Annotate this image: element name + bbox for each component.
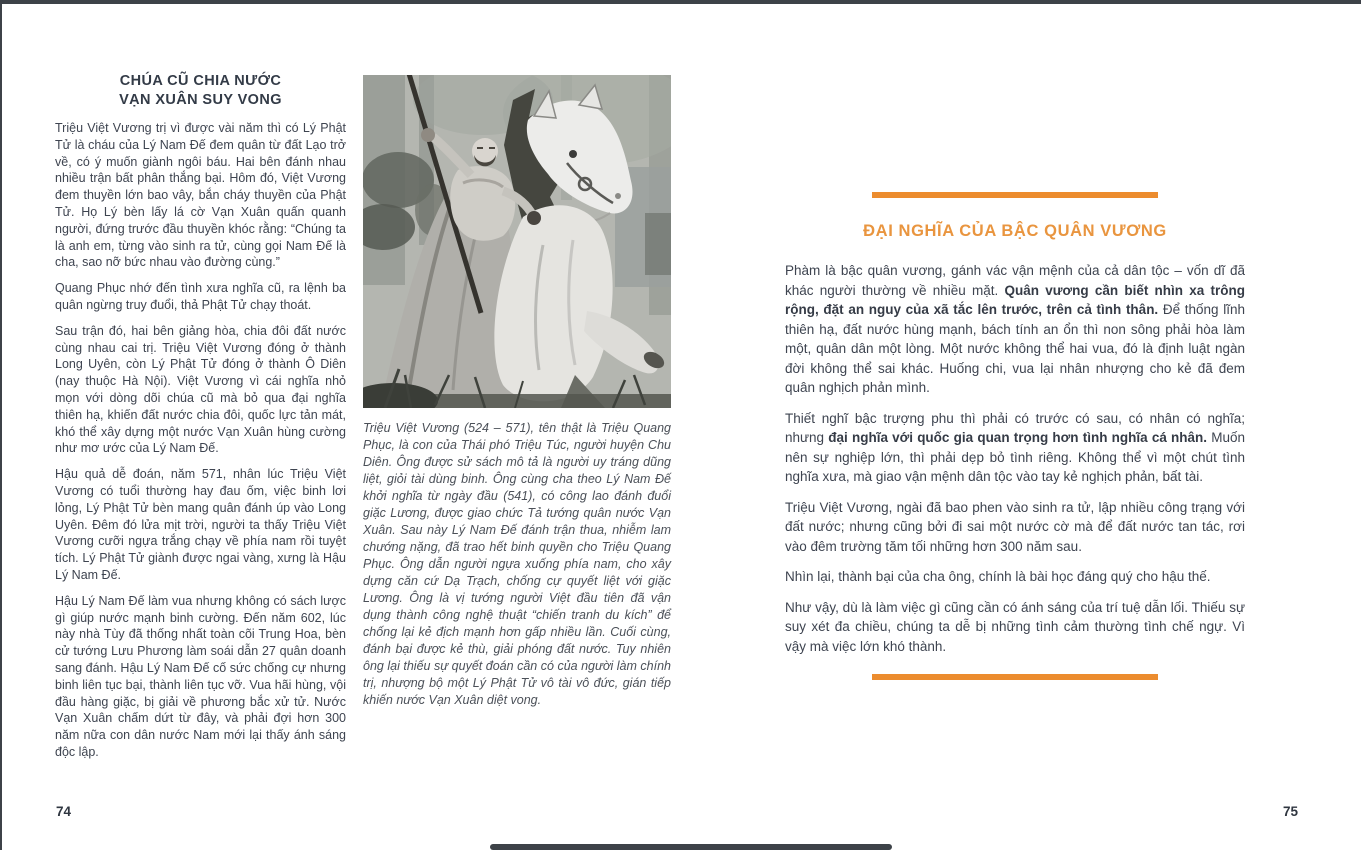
body-paragraph [785, 409, 1245, 487]
body-paragraph: Sau trận đó, hai bên giảng hòa, chia đôi đất nước cùng nhau cai trị. Triệu Việt Vương đóng ở thành Long Uyên, còn Lý Phật Tử đóng ở thành Ô Diên (nay thuộc Hà Nội). Việt Vương vì cái nghĩa nhỏ mọn với dòng dõi chúa cũ mà bỏ qua đại nghĩa thiên hạ, khiến đất nước chia đôi, quốc lực tản mát, khó thể xây dựng một nước Vạn Xuân hùng cường như mơ ước của Lý Nam Đế. [55, 323, 346, 456]
bold-text-segment: đại nghĩa với quốc gia quan trọng hơn tình nghĩa cá nhân. [828, 430, 1208, 445]
illustration-column [363, 75, 671, 709]
body-paragraph [785, 567, 1245, 587]
home-indicator-bar [490, 844, 892, 850]
chapter-title-line1: CHÚA CŨ CHIA NƯỚC [119, 73, 282, 89]
right-page-body [785, 261, 1245, 656]
left-page-text-column [55, 72, 346, 770]
body-paragraph [785, 498, 1245, 557]
right-page [785, 192, 1245, 680]
text-segment: Thiết nghĩ bậc trượng phu thì phải có trước có sau, có nhân có nghĩa; nhưng [785, 410, 1245, 445]
text-segment: Phàm là bậc quân vương, gánh vác vận mệnh của cả dân tộc – vốn dĩ đã khác người thường về nhiều mặt. [785, 263, 1245, 298]
section-rule-bottom [872, 674, 1158, 680]
text-segment: Triệu Việt Vương, ngài đã bao phen vào sinh ra tử, lập nhiều công trạng với đất nước; nhưng cũng bởi đi sai một nước cờ mà để đất nước tan tác, rơi vào đêm trường tăm tối những hơn 300 năm sau. [785, 499, 1245, 554]
horseman-illustration [363, 75, 671, 408]
section-heading: ĐẠI NGHĨA CỦA BẬC QUÂN VƯƠNG [863, 222, 1167, 240]
body-paragraph [785, 261, 1245, 398]
body-paragraph [785, 598, 1245, 657]
section-rule-top [872, 192, 1158, 198]
body-paragraph: Triệu Việt Vương trị vì được vài năm thì có Lý Phật Tử là cháu của Lý Nam Đế đem quân từ đất Lạo trở về, có ý muốn giành ngôi báu. Hai bên đánh nhau nhiều trận bất phân thắng bại. Hôm đó, Việt Vương đem thuyền lớn bao vây, bắn cháy thuyền của Phật Tử. Họ Lý bèn lấy lá cờ Vạn Xuân quấn quanh người, đứng trước đầu thuyền khóc rằng: “Chúng ta là anh em, từng vào sinh ra tử, cùng gọi Nam Đế là cha, sao nỡ bức nhau vào đường cùng.” [55, 121, 346, 270]
left-page-body [55, 120, 346, 761]
body-paragraph: Quang Phục nhớ đến tình xưa nghĩa cũ, ra lệnh ba quân ngừng truy đuổi, thả Phật Tử chạy thoát. [55, 281, 346, 312]
bold-text-segment: Quân vương cần biết nhìn xa trông rộng, đặt an nguy của xã tắc lên trước, trên cả tình thân. [785, 282, 1245, 317]
text-segment: Như vậy, dù là làm việc gì cũng cần có ánh sáng của trí tuệ dẫn lối. Thiếu sự suy xét đa chiều, chúng ta dễ bị những tình cảm thường tình chế ngự. Vì vậy mà việc lớn khó thành. [785, 599, 1245, 654]
text-segment: Muốn nên sự nghiệp lớn, thì phải dẹp bỏ tình riêng. Không thể vì một chút tình nghĩa xưa, mà giao vận mệnh dân tộc vào tay kẻ nghịch phản, bất tài. [785, 430, 1245, 484]
text-segment: Nhìn lại, thành bại của cha ông, chính là bài học đáng quý cho hậu thế. [785, 569, 1211, 584]
window-top-edge [0, 0, 1361, 4]
text-segment: Để thống lĩnh thiên hạ, đất nước hùng mạnh, bách tính an ổn thì non sông phải hòa làm một, quân dân một lòng. Một nước không thể hai vua, đó là định luật ngàn đời không thể sai khác. Huống chi, vua lại nhân nhượng cho kẻ đã đem quân nghịch phản mình. [785, 302, 1245, 395]
page-number-right: 75 [1283, 804, 1299, 819]
chapter-title [55, 72, 346, 110]
body-paragraph: Hậu Lý Nam Đế làm vua nhưng không có sách lược gì giúp nước mạnh binh cường. Đến năm 602, lúc này nhà Tùy đã thống nhất toàn cõi Trung Hoa, bèn cử tướng Lưu Phương làm soái dẫn 27 quân doanh sang đánh. Hậu Lý Nam Đế cố sức chống cự nhưng binh liên tục bại, thành liên tục vỡ. Vua hãi hùng, vội đầu hàng giặc, bị giải về phương bắc xử tử. Nước Vạn Xuân chấm dứt từ đây, và phải đợi hơn 300 năm nữa con dân nước Nam mới lại thấy ánh sáng độc lập. [55, 593, 346, 759]
illustration-caption: Triệu Việt Vương (524 – 571), tên thật là Triệu Quang Phục, là con của Thái phó Triệu Túc, người huyện Chu Diên. Ông được sử sách mô tả là người uy tráng dũng liệt, giỏi tài dùng binh. Ông cùng cha theo Lý Nam Đế khởi nghĩa từ ngày đầu (541), có công lao đánh đuổi giặc Lương, được giao chức Tả tướng quân nước Vạn Xuân. Sau này Lý Nam Đế đánh trận thua, nhiễm lam chướng nặng, đã trao hết binh quyền cho Triệu Quang Phục. Ông dẫn người ngựa xuống phía nam, cho xây dựng căn cứ Dạ Trạch, chống cự quyết liệt với giặc Lương. Ông là vị tướng người Việt đầu tiên đã vận dụng thành công nghệ thuật “chiến tranh du kích” để chống lại kẻ địch mạnh hơn gấp nhiều lần. Cuối cùng, đánh bại được kẻ thù, giải phóng đất nước. Tuy nhiên ông lại thiếu sự quyết đoán cần có của người làm chính trị, nhượng bộ một Lý Phật Tử vô tài vô đức, gián tiếp khiến nước Vạn Xuân diệt vong. [363, 421, 671, 707]
window-left-edge [0, 0, 2, 850]
body-paragraph: Hậu quả dễ đoán, năm 571, nhân lúc Triệu Việt Vương có tuổi thường hay đau ốm, việc binh lơi lỏng, Lý Phật Tử bèn mang quân đánh úp vào Long Uyên. Đêm đó lửa mịt trời, người ta thấy Triệu Việt Vương cưỡi ngựa trắng chạy về phía nam rồi tuyệt tích. Lý Phật Tử giành được ngai vàng, xưng là Hậu Lý Nam Đế. [55, 467, 346, 582]
chapter-title-line2: VẠN XUÂN SUY VONG [119, 92, 282, 108]
page-number-left: 74 [56, 804, 72, 819]
